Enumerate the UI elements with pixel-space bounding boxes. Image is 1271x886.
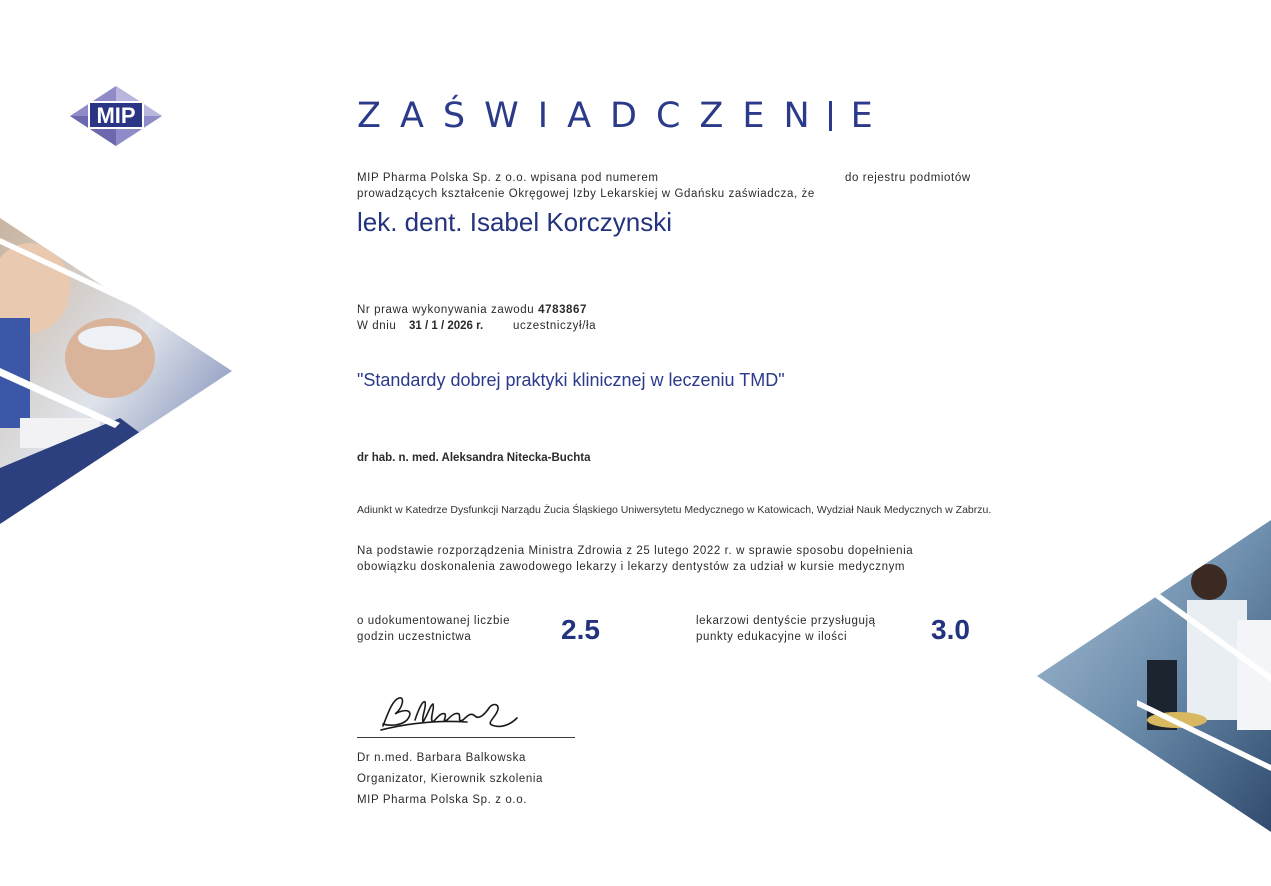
signer-organization: MIP Pharma Polska Sp. z o.o.: [357, 794, 527, 806]
document-title: [357, 95, 892, 137]
hours-value: 2.5: [561, 614, 600, 645]
title-accent-bar: [829, 101, 832, 131]
recipient-name: lek. dent. Isabel Korczynski: [357, 207, 673, 237]
intro-line-1-start: MIP Pharma Polska Sp. z o.o. wpisana pod numerem: [357, 172, 659, 184]
svg-text:MIP: MIP: [96, 103, 136, 128]
participated-text: uczestniczył/ła: [513, 320, 597, 332]
intro-line-2: prowadzących kształcenie Okręgowej Izby Lekarskiej w Gdańsku zaświadcza, że: [357, 188, 815, 200]
points-label-1: lekarzowi dentyście przysługują: [696, 615, 876, 627]
license-label: Nr prawa wykonywania zawodu: [357, 304, 535, 316]
license-number: 4783867: [538, 304, 588, 316]
signature-line: [357, 737, 575, 738]
lecturer-name: dr hab. n. med. Aleksandra Nitecka-Buchta: [357, 452, 591, 464]
title-text: ZAŚWIADCZEN: [357, 96, 829, 136]
title-last-letter: E: [850, 96, 892, 136]
signer-name: Dr n.med. Barbara Balkowska: [357, 752, 526, 764]
hours-label-1: o udokumentowanej liczbie: [357, 615, 511, 627]
hours-label-2: godzin uczestnictwa: [357, 631, 472, 643]
lecturer-affiliation: Adiunkt w Katedrze Dysfunkcji Narządu Żucia Śląskiego Uniwersytetu Medycznego w Katowicach, Wydział Nauk Medycznych w Zabrzu.: [357, 504, 992, 516]
date-label: W dniu: [357, 320, 397, 332]
course-date: 31 / 1 / 2026 r.: [409, 320, 484, 332]
mip-logo: [68, 84, 164, 148]
course-title: "Standardy dobrej praktyki klinicznej w leczeniu TMD": [357, 370, 785, 390]
legal-line-1: Na podstawie rozporządzenia Ministra Zdrowia z 25 lutego 2022 r. w sprawie sposobu dopełnienia: [357, 545, 914, 557]
legal-line-2: obowiązku doskonalenia zawodowego lekarzy i lekarzy dentystów za udział w kursie medycznym: [357, 561, 906, 573]
points-label-2: punkty edukacyjne w ilości: [696, 631, 848, 643]
laboratory-photo-decoration: [1037, 520, 1271, 832]
intro-line-1-end: do rejestru podmiotów: [845, 172, 971, 184]
dental-photo-decoration: [0, 218, 232, 524]
handwritten-signature: [375, 690, 535, 738]
signer-role: Organizator, Kierownik szkolenia: [357, 773, 544, 785]
points-value: 3.0: [931, 614, 970, 645]
license-row: [357, 302, 587, 318]
